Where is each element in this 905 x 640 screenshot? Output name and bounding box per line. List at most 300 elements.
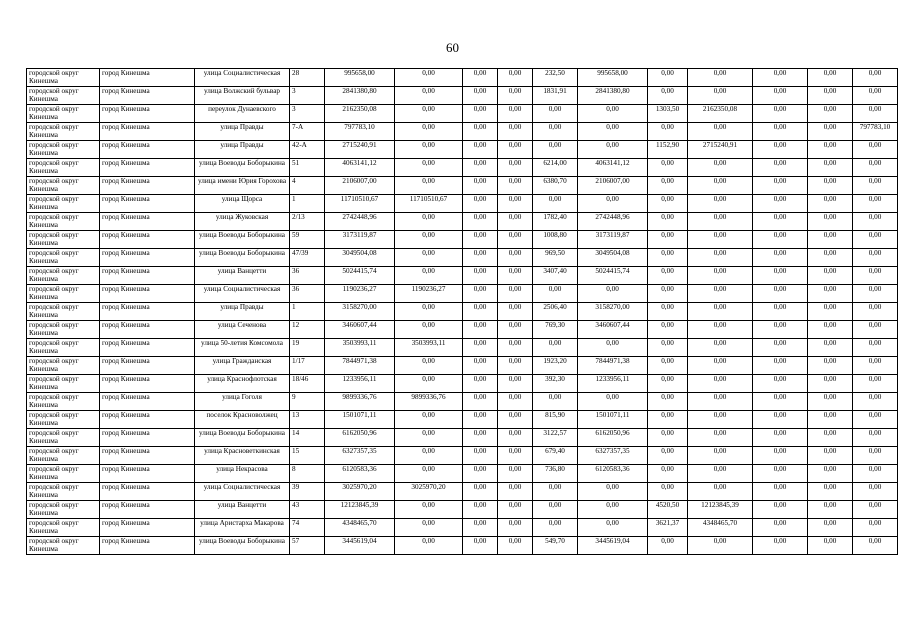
amount-cell: 0,00	[578, 483, 648, 501]
amount-cell: 0,00	[395, 87, 463, 105]
area-cell: 0,00	[648, 429, 688, 447]
amount-cell: 0,00	[753, 519, 808, 537]
area-cell: 0,00	[648, 339, 688, 357]
gorod-cell: город Кинешма	[100, 321, 195, 339]
house-cell: 47/39	[290, 249, 325, 267]
amount-cell: 0,00	[463, 357, 498, 375]
street-cell: улица имени Юрия Горохова	[195, 177, 290, 195]
gorod-cell: город Кинешма	[100, 213, 195, 231]
area-cell: 1923,20	[533, 357, 578, 375]
table-row	[27, 375, 898, 393]
total-cell: 3503993,11	[325, 339, 395, 357]
amount-cell: 0,00	[688, 177, 753, 195]
street-cell: улица Аристарха Макарова	[195, 519, 290, 537]
amount-cell: 5024415,74	[578, 267, 648, 285]
area-cell: 0,00	[533, 501, 578, 519]
area-cell: 0,00	[533, 285, 578, 303]
area-cell: 0,00	[533, 483, 578, 501]
amount-cell: 0,00	[753, 429, 808, 447]
amount-cell: 0,00	[753, 501, 808, 519]
area-cell: 232,50	[533, 69, 578, 87]
amount-cell: 0,00	[395, 213, 463, 231]
amount-cell: 0,00	[853, 249, 898, 267]
table-row	[27, 393, 898, 411]
amount-cell: 0,00	[498, 249, 533, 267]
table-row	[27, 501, 898, 519]
total-cell: 6327357,35	[325, 447, 395, 465]
okrug-cell: городской округ Кинешма	[27, 213, 100, 231]
amount-cell: 0,00	[753, 195, 808, 213]
amount-cell: 0,00	[688, 87, 753, 105]
amount-cell: 0,00	[753, 393, 808, 411]
amount-cell: 0,00	[688, 249, 753, 267]
amount-cell: 0,00	[688, 483, 753, 501]
okrug-cell: городской округ Кинешма	[27, 411, 100, 429]
amount-cell: 0,00	[395, 429, 463, 447]
gorod-cell: город Кинешма	[100, 393, 195, 411]
house-cell: 36	[290, 267, 325, 285]
area-cell: 0,00	[533, 393, 578, 411]
amount-cell: 6162050,96	[578, 429, 648, 447]
amount-cell: 0,00	[808, 69, 853, 87]
table-row	[27, 429, 898, 447]
amount-cell: 0,00	[463, 285, 498, 303]
amount-cell: 0,00	[395, 465, 463, 483]
house-cell: 42-А	[290, 141, 325, 159]
amount-cell: 0,00	[578, 285, 648, 303]
amount-cell: 0,00	[395, 123, 463, 141]
amount-cell: 0,00	[753, 105, 808, 123]
okrug-cell: городской округ Кинешма	[27, 303, 100, 321]
amount-cell: 0,00	[688, 393, 753, 411]
amount-cell: 0,00	[498, 393, 533, 411]
amount-cell: 0,00	[688, 537, 753, 555]
amount-cell: 9899336,76	[395, 393, 463, 411]
table-row	[27, 447, 898, 465]
amount-cell: 0,00	[753, 375, 808, 393]
amount-cell: 0,00	[753, 69, 808, 87]
table-row	[27, 105, 898, 123]
amount-cell: 0,00	[853, 465, 898, 483]
amount-cell: 0,00	[498, 375, 533, 393]
amount-cell: 0,00	[688, 195, 753, 213]
amount-cell: 0,00	[498, 159, 533, 177]
gorod-cell: город Кинешма	[100, 69, 195, 87]
street-cell: улица Социалистическая	[195, 285, 290, 303]
area-cell: 969,50	[533, 249, 578, 267]
amount-cell: 0,00	[853, 375, 898, 393]
street-cell: улица Правды	[195, 123, 290, 141]
amount-cell: 0,00	[753, 303, 808, 321]
total-cell: 797783,10	[325, 123, 395, 141]
area-cell: 679,40	[533, 447, 578, 465]
amount-cell: 0,00	[808, 303, 853, 321]
amount-cell: 0,00	[463, 105, 498, 123]
amount-cell: 2742448,96	[578, 213, 648, 231]
amount-cell: 0,00	[578, 141, 648, 159]
amount-cell: 0,00	[688, 375, 753, 393]
amount-cell: 0,00	[463, 411, 498, 429]
amount-cell: 2162350,08	[688, 105, 753, 123]
house-cell: 18/46	[290, 375, 325, 393]
house-cell: 1	[290, 303, 325, 321]
total-cell: 3173119,87	[325, 231, 395, 249]
amount-cell: 0,00	[395, 177, 463, 195]
amount-cell: 0,00	[853, 159, 898, 177]
area-cell: 0,00	[648, 249, 688, 267]
street-cell: улица Воеводы Боборыкина	[195, 249, 290, 267]
amount-cell: 11710510,67	[395, 195, 463, 213]
amount-cell: 0,00	[498, 429, 533, 447]
street-cell: улица Ванцетти	[195, 267, 290, 285]
area-cell: 0,00	[648, 303, 688, 321]
street-cell: улица Социалистическая	[195, 483, 290, 501]
amount-cell: 0,00	[688, 339, 753, 357]
amount-cell: 0,00	[498, 177, 533, 195]
amount-cell: 0,00	[498, 357, 533, 375]
amount-cell: 0,00	[753, 141, 808, 159]
house-cell: 36	[290, 285, 325, 303]
house-cell: 14	[290, 429, 325, 447]
okrug-cell: городской округ Кинешма	[27, 429, 100, 447]
house-cell: 8	[290, 465, 325, 483]
amount-cell: 0,00	[753, 357, 808, 375]
amount-cell: 0,00	[463, 249, 498, 267]
okrug-cell: городской округ Кинешма	[27, 141, 100, 159]
area-cell: 0,00	[648, 231, 688, 249]
amount-cell: 0,00	[578, 105, 648, 123]
okrug-cell: городской округ Кинешма	[27, 195, 100, 213]
amount-cell: 0,00	[395, 141, 463, 159]
amount-cell: 0,00	[853, 303, 898, 321]
total-cell: 9899336,76	[325, 393, 395, 411]
gorod-cell: город Кинешма	[100, 87, 195, 105]
amount-cell: 0,00	[395, 357, 463, 375]
house-cell: 43	[290, 501, 325, 519]
gorod-cell: город Кинешма	[100, 465, 195, 483]
amount-cell: 0,00	[808, 195, 853, 213]
total-cell: 2841380,80	[325, 87, 395, 105]
street-cell: улица Сеченова	[195, 321, 290, 339]
amount-cell: 0,00	[853, 429, 898, 447]
amount-cell: 0,00	[395, 105, 463, 123]
amount-cell: 0,00	[395, 537, 463, 555]
gorod-cell: город Кинешма	[100, 357, 195, 375]
amount-cell: 0,00	[853, 357, 898, 375]
okrug-cell: городской округ Кинешма	[27, 501, 100, 519]
data-table	[26, 68, 898, 555]
amount-cell: 0,00	[808, 87, 853, 105]
area-cell: 3407,40	[533, 267, 578, 285]
area-cell: 0,00	[648, 123, 688, 141]
house-cell: 1	[290, 195, 325, 213]
amount-cell: 0,00	[578, 501, 648, 519]
house-cell: 1/17	[290, 357, 325, 375]
amount-cell: 0,00	[395, 231, 463, 249]
area-cell: 0,00	[648, 159, 688, 177]
house-cell: 3	[290, 105, 325, 123]
amount-cell: 1190236,27	[395, 285, 463, 303]
amount-cell: 0,00	[688, 123, 753, 141]
total-cell: 2106007,00	[325, 177, 395, 195]
amount-cell: 995658,00	[578, 69, 648, 87]
amount-cell: 0,00	[688, 465, 753, 483]
amount-cell: 0,00	[753, 411, 808, 429]
okrug-cell: городской округ Кинешма	[27, 105, 100, 123]
street-cell: улица 50-летия Комсомола	[195, 339, 290, 357]
table-row	[27, 267, 898, 285]
amount-cell: 0,00	[498, 519, 533, 537]
amount-cell: 0,00	[498, 141, 533, 159]
amount-cell: 0,00	[688, 69, 753, 87]
total-cell: 2715240,91	[325, 141, 395, 159]
amount-cell: 0,00	[395, 69, 463, 87]
amount-cell: 0,00	[463, 159, 498, 177]
table-row	[27, 339, 898, 357]
amount-cell: 0,00	[498, 483, 533, 501]
table-row	[27, 303, 898, 321]
amount-cell: 0,00	[808, 375, 853, 393]
amount-cell: 0,00	[753, 177, 808, 195]
amount-cell: 0,00	[395, 501, 463, 519]
amount-cell: 3445619,04	[578, 537, 648, 555]
total-cell: 12123845,39	[325, 501, 395, 519]
amount-cell: 0,00	[395, 303, 463, 321]
table-row	[27, 483, 898, 501]
amount-cell: 0,00	[688, 411, 753, 429]
amount-cell: 0,00	[853, 501, 898, 519]
okrug-cell: городской округ Кинешма	[27, 159, 100, 177]
amount-cell: 0,00	[498, 69, 533, 87]
street-cell: улица Красноветкинская	[195, 447, 290, 465]
total-cell: 3049504,08	[325, 249, 395, 267]
okrug-cell: городской округ Кинешма	[27, 339, 100, 357]
amount-cell: 4348465,70	[688, 519, 753, 537]
amount-cell: 0,00	[753, 465, 808, 483]
amount-cell: 0,00	[853, 87, 898, 105]
amount-cell: 0,00	[463, 231, 498, 249]
table-row	[27, 123, 898, 141]
okrug-cell: городской округ Кинешма	[27, 69, 100, 87]
amount-cell: 0,00	[808, 159, 853, 177]
amount-cell: 0,00	[853, 483, 898, 501]
area-cell: 0,00	[648, 375, 688, 393]
total-cell: 6120583,36	[325, 465, 395, 483]
amount-cell: 0,00	[753, 123, 808, 141]
table-row	[27, 411, 898, 429]
area-cell: 6380,70	[533, 177, 578, 195]
street-cell: улица Социалистическая	[195, 69, 290, 87]
okrug-cell: городской округ Кинешма	[27, 249, 100, 267]
street-cell: улица Воеводы Боборыкина	[195, 231, 290, 249]
okrug-cell: городской округ Кинешма	[27, 321, 100, 339]
amount-cell: 0,00	[808, 231, 853, 249]
area-cell: 0,00	[533, 195, 578, 213]
amount-cell: 0,00	[808, 519, 853, 537]
amount-cell: 0,00	[395, 447, 463, 465]
amount-cell: 0,00	[463, 519, 498, 537]
amount-cell: 0,00	[808, 249, 853, 267]
amount-cell: 2106007,00	[578, 177, 648, 195]
amount-cell: 0,00	[808, 357, 853, 375]
total-cell: 995658,00	[325, 69, 395, 87]
street-cell: улица Краснофлотская	[195, 375, 290, 393]
area-cell: 0,00	[533, 105, 578, 123]
amount-cell: 6120583,36	[578, 465, 648, 483]
okrug-cell: городской округ Кинешма	[27, 177, 100, 195]
area-cell: 0,00	[648, 321, 688, 339]
amount-cell: 0,00	[853, 537, 898, 555]
amount-cell: 0,00	[395, 375, 463, 393]
amount-cell: 0,00	[688, 267, 753, 285]
amount-cell: 0,00	[688, 357, 753, 375]
street-cell: улица Правды	[195, 141, 290, 159]
total-cell: 1233956,11	[325, 375, 395, 393]
gorod-cell: город Кинешма	[100, 501, 195, 519]
total-cell: 3460607,44	[325, 321, 395, 339]
amount-cell: 0,00	[498, 213, 533, 231]
amount-cell: 0,00	[853, 267, 898, 285]
table-row	[27, 537, 898, 555]
amount-cell: 0,00	[808, 141, 853, 159]
area-cell: 0,00	[648, 87, 688, 105]
amount-cell: 0,00	[688, 213, 753, 231]
house-cell: 15	[290, 447, 325, 465]
gorod-cell: город Кинешма	[100, 339, 195, 357]
amount-cell: 2841380,80	[578, 87, 648, 105]
gorod-cell: город Кинешма	[100, 159, 195, 177]
amount-cell: 0,00	[853, 105, 898, 123]
house-cell: 2/13	[290, 213, 325, 231]
amount-cell: 0,00	[463, 483, 498, 501]
okrug-cell: городской округ Кинешма	[27, 87, 100, 105]
area-cell: 0,00	[648, 267, 688, 285]
amount-cell: 0,00	[463, 87, 498, 105]
table-row	[27, 87, 898, 105]
area-cell: 4520,50	[648, 501, 688, 519]
amount-cell: 0,00	[753, 249, 808, 267]
area-cell: 0,00	[648, 69, 688, 87]
okrug-cell: городской округ Кинешма	[27, 393, 100, 411]
amount-cell: 0,00	[753, 213, 808, 231]
amount-cell: 0,00	[753, 87, 808, 105]
amount-cell: 0,00	[463, 69, 498, 87]
amount-cell: 0,00	[463, 537, 498, 555]
area-cell: 0,00	[533, 123, 578, 141]
area-cell: 0,00	[648, 393, 688, 411]
amount-cell: 0,00	[688, 429, 753, 447]
amount-cell: 0,00	[753, 159, 808, 177]
house-cell: 9	[290, 393, 325, 411]
okrug-cell: городской округ Кинешма	[27, 231, 100, 249]
amount-cell: 0,00	[808, 537, 853, 555]
amount-cell: 0,00	[463, 501, 498, 519]
gorod-cell: город Кинешма	[100, 231, 195, 249]
table-row	[27, 195, 898, 213]
gorod-cell: город Кинешма	[100, 285, 195, 303]
area-cell: 1152,90	[648, 141, 688, 159]
area-cell: 392,30	[533, 375, 578, 393]
gorod-cell: город Кинешма	[100, 375, 195, 393]
house-cell: 28	[290, 69, 325, 87]
street-cell: улица Воеводы Боборыкина	[195, 159, 290, 177]
total-cell: 7844971,38	[325, 357, 395, 375]
amount-cell: 3173119,87	[578, 231, 648, 249]
amount-cell: 6327357,35	[578, 447, 648, 465]
street-cell: улица Правды	[195, 303, 290, 321]
amount-cell: 0,00	[498, 411, 533, 429]
amount-cell: 0,00	[498, 537, 533, 555]
area-cell: 0,00	[533, 519, 578, 537]
amount-cell: 0,00	[463, 447, 498, 465]
area-cell: 1831,91	[533, 87, 578, 105]
amount-cell: 0,00	[808, 213, 853, 231]
table-row	[27, 159, 898, 177]
amount-cell: 0,00	[853, 195, 898, 213]
amount-cell: 0,00	[808, 321, 853, 339]
area-cell: 736,80	[533, 465, 578, 483]
amount-cell: 0,00	[578, 393, 648, 411]
area-cell: 549,70	[533, 537, 578, 555]
area-cell: 0,00	[648, 537, 688, 555]
amount-cell: 0,00	[498, 321, 533, 339]
okrug-cell: городской округ Кинешма	[27, 519, 100, 537]
table-row	[27, 69, 898, 87]
amount-cell: 0,00	[853, 177, 898, 195]
amount-cell: 0,00	[853, 447, 898, 465]
amount-cell: 0,00	[853, 519, 898, 537]
okrug-cell: городской округ Кинешма	[27, 465, 100, 483]
house-cell: 4	[290, 177, 325, 195]
amount-cell: 0,00	[688, 321, 753, 339]
table-row	[27, 249, 898, 267]
gorod-cell: город Кинешма	[100, 105, 195, 123]
amount-cell: 0,00	[753, 231, 808, 249]
house-cell: 51	[290, 159, 325, 177]
total-cell: 1501071,11	[325, 411, 395, 429]
area-cell: 0,00	[648, 195, 688, 213]
amount-cell: 0,00	[463, 195, 498, 213]
amount-cell: 3049504,08	[578, 249, 648, 267]
area-cell: 3122,57	[533, 429, 578, 447]
amount-cell: 0,00	[463, 339, 498, 357]
amount-cell: 0,00	[578, 519, 648, 537]
house-cell: 13	[290, 411, 325, 429]
table-row	[27, 231, 898, 249]
amount-cell: 0,00	[853, 213, 898, 231]
gorod-cell: город Кинешма	[100, 429, 195, 447]
table-row	[27, 285, 898, 303]
amount-cell: 1233956,11	[578, 375, 648, 393]
area-cell: 0,00	[648, 411, 688, 429]
amount-cell: 12123845,39	[688, 501, 753, 519]
okrug-cell: городской округ Кинешма	[27, 447, 100, 465]
area-cell: 0,00	[533, 141, 578, 159]
amount-cell: 3503993,11	[395, 339, 463, 357]
amount-cell: 0,00	[853, 321, 898, 339]
amount-cell: 0,00	[808, 501, 853, 519]
table-row	[27, 141, 898, 159]
amount-cell: 0,00	[808, 267, 853, 285]
gorod-cell: город Кинешма	[100, 411, 195, 429]
amount-cell: 0,00	[808, 105, 853, 123]
street-cell: улица Воеводы Боборыкина	[195, 537, 290, 555]
total-cell: 1190236,27	[325, 285, 395, 303]
amount-cell: 0,00	[808, 411, 853, 429]
area-cell: 1782,40	[533, 213, 578, 231]
gorod-cell: город Кинешма	[100, 483, 195, 501]
area-cell: 0,00	[648, 357, 688, 375]
